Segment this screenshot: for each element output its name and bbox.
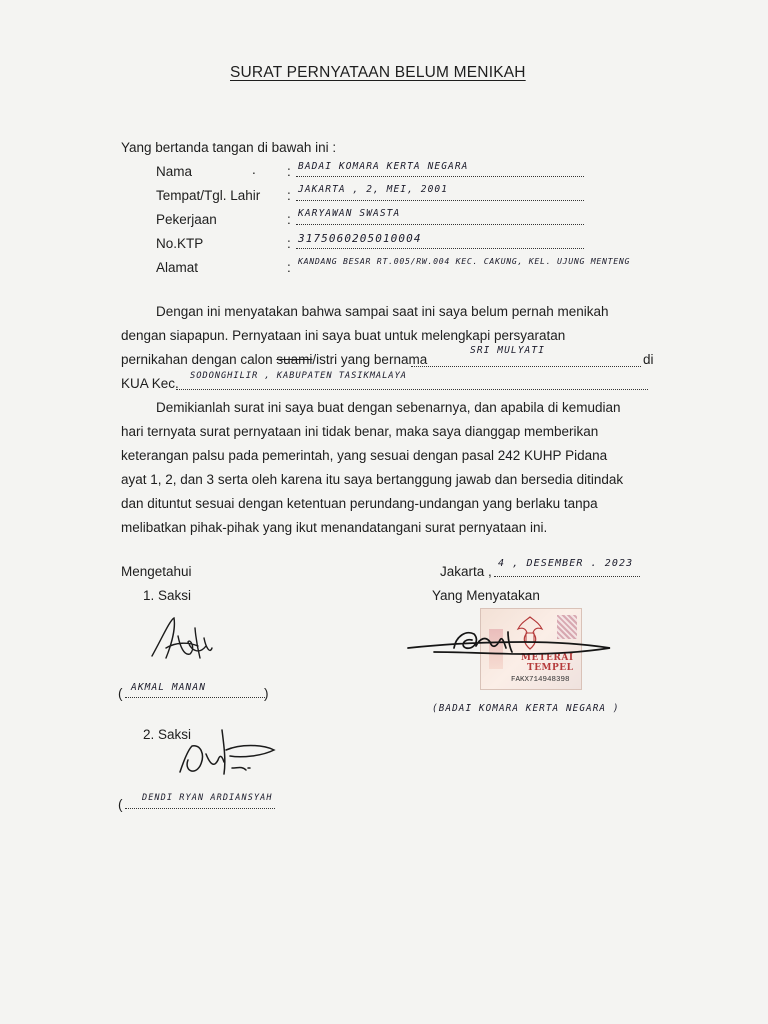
p1-line4: KUA Kec. (121, 376, 179, 391)
p1-line1: Dengan ini menyatakan bahwa sampai saat ini saya belum pernah menikah (156, 304, 609, 319)
saksi1-paren-open: ( (118, 686, 123, 701)
field-colon-ktp: : (287, 236, 291, 251)
saksi1-dots (125, 697, 265, 698)
field-label-ktp: No.KTP (156, 236, 204, 251)
field-bullet-nama: . (252, 162, 256, 177)
p1-line3-strike: suami (276, 352, 313, 367)
p2-line5: dan dituntut sesuai dengan ketentuan perundang-undangan yang berlaku tanpa (121, 496, 598, 511)
meterai-line1: METERAI (521, 653, 574, 663)
field-value-pekerjaan: KARYAWAN SWASTA (298, 208, 401, 219)
meterai-line2: TEMPEL (527, 663, 574, 673)
field-colon-alamat: : (287, 260, 291, 275)
field-value-alamat: KANDANG BESAR RT.005/RW.004 KEC. CAKUNG, KEL. UJUNG MENTENG (298, 256, 631, 266)
date-dots (494, 576, 640, 577)
p2-line4: ayat 1, 2, dan 3 serta oleh karena itu saya bertanggung jawab dan bersedia ditindak (121, 472, 624, 487)
saksi2-label: 2. Saksi (143, 727, 192, 742)
field-value-ktp: 3175060205010004 (298, 232, 422, 245)
p2-line2: hari ternyata surat pernyataan ini tidak benar, maka saya dianggap memberikan (121, 424, 599, 439)
saksi1-signature (140, 608, 220, 668)
saksi2-signature (170, 720, 280, 782)
saksi1-label: 1. Saksi (143, 588, 192, 603)
p1-line3-b: /istri yang bernama (312, 352, 428, 367)
calon-name-value: SRI MULYATI (470, 345, 546, 356)
p2-line6: melibatkan pihak-pihak yang ikut menandatangani surat pernyataan ini. (121, 520, 548, 535)
field-value-nama: BADAI KOMARA KERTA NEGARA (298, 161, 469, 172)
date-value: 4 , DESEMBER . 2023 (498, 558, 634, 569)
field-value-ttl: JAKARTA , 2, MEI, 2001 (298, 184, 449, 195)
p2-line1: Demikianlah surat ini saya buat dengan sebenarnya, dan apabila di kemudian (156, 400, 621, 415)
signer-name: (BADAI KOMARA KERTA NEGARA ) (432, 703, 620, 714)
field-dots-ktp (296, 248, 584, 249)
field-dots-pekerjaan (296, 224, 584, 225)
field-label-nama: Nama (156, 164, 193, 179)
field-colon-pekerjaan: : (287, 212, 291, 227)
calon-dots (411, 366, 641, 367)
field-label-pekerjaan: Pekerjaan (156, 212, 217, 227)
kua-value: SODONGHILIR , KABUPATEN TASIKMALAYA (190, 371, 407, 381)
p1-line3 (121, 352, 427, 367)
p1-line3-a: pernikahan dengan calon (121, 352, 277, 367)
mengetahui-label: Mengetahui (121, 564, 192, 579)
field-label-alamat: Alamat (156, 260, 199, 275)
place-label: Jakarta , (440, 564, 492, 579)
field-colon-nama: : (287, 164, 291, 179)
field-label-ttl: Tempat/Tgl. Lahir (156, 188, 261, 203)
p1-line3-end: di (643, 352, 654, 367)
saksi2-name: DENDI RYAN ARDIANSYAH (142, 793, 273, 803)
yang-menyatakan-label: Yang Menyatakan (432, 588, 540, 603)
saksi1-paren-close: ) (264, 686, 269, 701)
meterai-code: FAKX714948398 (511, 676, 570, 684)
p2-line3: keterangan palsu pada pemerintah, yang sesuai dengan pasal 242 KUHP Pidana (121, 448, 608, 463)
field-dots-ttl (296, 200, 584, 201)
kua-dots (176, 389, 648, 390)
letter-title: SURAT PERNYATAAN BELUM MENIKAH (230, 64, 526, 81)
field-colon-ttl: : (287, 188, 291, 203)
intro-text: Yang bertanda tangan di bawah ini : (121, 140, 337, 155)
saksi1-name: AKMAL MANAN (131, 682, 207, 693)
declarant-signature (404, 618, 614, 670)
field-dots-nama (296, 176, 584, 177)
p1-line2: dengan siapapun. Pernyataan ini saya buat untuk melengkapi persyaratan (121, 328, 566, 343)
saksi2-paren-open: ( (118, 797, 123, 812)
saksi2-dots (125, 808, 275, 809)
